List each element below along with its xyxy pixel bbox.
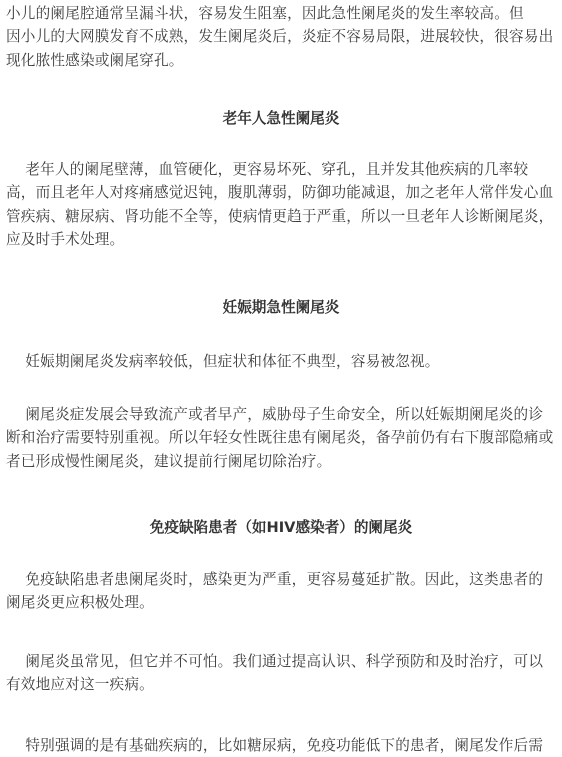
paragraph-pregnancy-2 (6, 403, 556, 473)
paragraph-line: 高，而且老年人对疼痛感觉迟钝，腹肌薄弱，防御功能减退，加之老年人常伴发心血 (6, 184, 554, 202)
paragraph-line: 免疫缺陷患者患阑尾炎时，感染更为严重，更容易蔓延扩散。因此，这类患者的 (6, 571, 544, 588)
paragraph-line: 管疾病、糖尿病、肾功能不全等，使病情更趋于严重，所以一旦老年人诊断阑尾炎， (6, 207, 554, 225)
paragraph-line: 有效地应对这一疾病。 (6, 676, 154, 694)
paragraph-children-intro (6, 2, 556, 72)
paragraph-elderly (6, 158, 556, 252)
heading-elderly-appendicitis: 老年人急性阑尾炎 (222, 110, 340, 127)
paragraph-line: 断和治疗需要特别重视。所以年轻女性既往患有阑尾炎，备孕前仍有右下腹部隐痛或 (6, 429, 554, 447)
paragraph-line: 阑尾炎虽常见，但它并不可怕。我们通过提高认识、科学预防和及时治疗，可以 (6, 653, 544, 670)
heading-immunodeficiency-appendicitis: 免疫缺陷患者（如HIV感染者）的阑尾炎 (149, 519, 413, 536)
paragraph-line: 阑尾炎症发展会导致流产或者早产，威胁母子生命安全，所以妊娠期阑尾炎的诊 (6, 406, 544, 423)
paragraph-line: 妊娠期阑尾炎发病率较低，但症状和体征不典型，容易被忽视。 (6, 353, 440, 370)
paragraph-pregnancy-1 (6, 350, 556, 373)
paragraph-line: 现化脓性感染或阑尾穿孔。 (6, 51, 184, 69)
paragraph-line: 应及时手术处理。 (6, 231, 125, 249)
paragraph-line: 阑尾炎更应积极处理。 (6, 594, 154, 612)
paragraph-line: 因小儿的大网膜发育不成熟，发生阑尾炎后，炎症不容易局限，进展较快，很容易出 (6, 28, 554, 46)
paragraph-line: 者已形成慢性阑尾炎，建议提前行阑尾切除治疗。 (6, 452, 332, 470)
paragraph-summary (6, 650, 556, 697)
paragraph-note (6, 734, 556, 757)
heading-pregnancy-appendicitis: 妊娠期急性阑尾炎 (222, 299, 340, 316)
paragraph-line: 小儿的阑尾腔通常呈漏斗状，容易发生阻塞，因此急性阑尾炎的发生率较高。但 (6, 5, 524, 22)
paragraph-immunodeficiency (6, 568, 556, 615)
paragraph-line: 老年人的阑尾壁薄，血管硬化，更容易坏死、穿孔，且并发其他疾病的几率较 (6, 161, 529, 178)
paragraph-line: 特别强调的是有基础疾病的，比如糖尿病，免疫功能低下的患者，阑尾发作后需 (6, 737, 544, 754)
